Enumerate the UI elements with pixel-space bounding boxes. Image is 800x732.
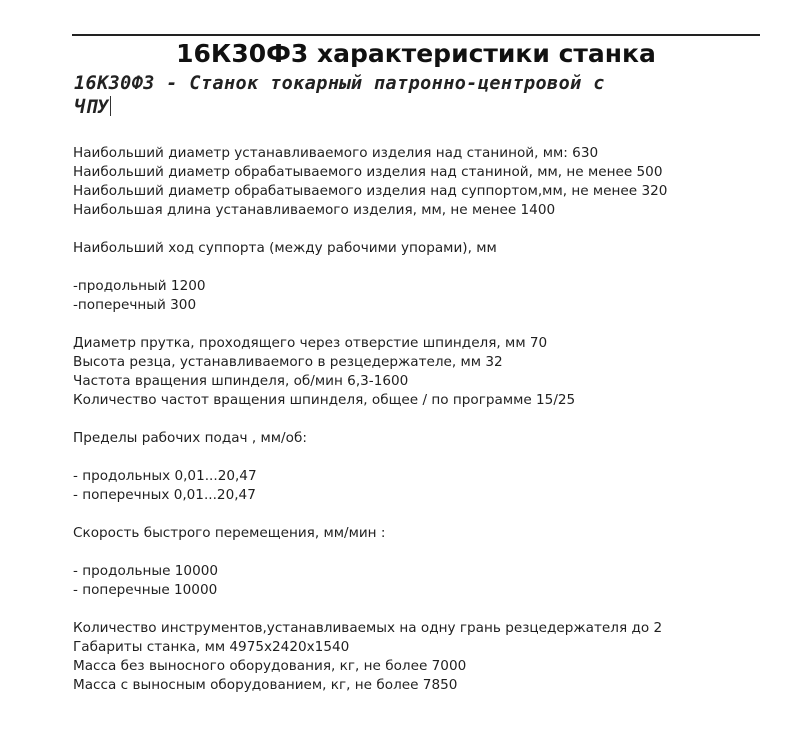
spec-line: Масса с выносным оборудованием, кг, не более 7850: [73, 677, 458, 693]
blank-line: [73, 600, 773, 619]
spec-line: Наибольший диаметр обрабатываемого изделия над станиной, мм, не менее 500: [73, 164, 663, 180]
spec-line: Количество инструментов,устанавливаемых на одну грань резцедержателя до 2: [73, 620, 663, 636]
spec-line: Скорость быстрого перемещения, мм/мин :: [73, 525, 386, 541]
spec-line: Масса без выносного оборудования, кг, не более 7000: [73, 658, 467, 674]
blank-line: [73, 505, 773, 524]
spec-line: Количество частот вращения шпинделя, общее / по программе 15/25: [73, 392, 576, 408]
blank-line: [73, 220, 773, 239]
spec-line: Высота резца, устанавливаемого в резцедержателе, мм 32: [73, 354, 503, 370]
spec-line: -поперечный 300: [73, 297, 197, 313]
spec-line: Диаметр прутка, проходящего через отверстие шпинделя, мм 70: [73, 335, 548, 351]
spec-line: -продольный 1200: [73, 278, 206, 294]
text-cursor: [110, 96, 111, 116]
spec-line: Наибольший диаметр устанавливаемого изделия над станиной, мм: 630: [73, 145, 599, 161]
blank-line: [73, 448, 773, 467]
blank-line: [73, 315, 773, 334]
spec-line: - поперечные 10000: [73, 582, 218, 598]
spec-line: - продольные 10000: [73, 563, 219, 579]
spec-line: Частота вращения шпинделя, об/мин 6,3-1600: [73, 373, 409, 389]
spec-line: - поперечных 0,01...20,47: [73, 487, 256, 503]
spec-line: Пределы рабочих подач , мм/об:: [73, 430, 307, 446]
spec-line: Габариты станка, мм 4975х2420х1540: [73, 639, 350, 655]
blank-line: [73, 258, 773, 277]
subtitle: [74, 72, 764, 120]
spec-line: Наибольшая длина устанавливаемого изделия, мм, не менее 1400: [73, 202, 556, 218]
page-title: 16К30Ф3 характеристики станка: [176, 39, 656, 68]
top-rule: [72, 34, 760, 36]
blank-line: [73, 543, 773, 562]
spec-line: - продольных 0,01...20,47: [73, 468, 257, 484]
subtitle-line-1: 16К30Ф3 - Станок токарный патронно-центровой с: [74, 73, 605, 94]
specs-list: [73, 144, 773, 695]
blank-line: [73, 410, 773, 429]
spec-line: Наибольший диаметр обрабатываемого изделия над суппортом,мм, не менее 320: [73, 183, 668, 199]
subtitle-line-2: ЧПУ: [74, 97, 109, 118]
spec-line: Наибольший ход суппорта (между рабочими упорами), мм: [73, 240, 497, 256]
